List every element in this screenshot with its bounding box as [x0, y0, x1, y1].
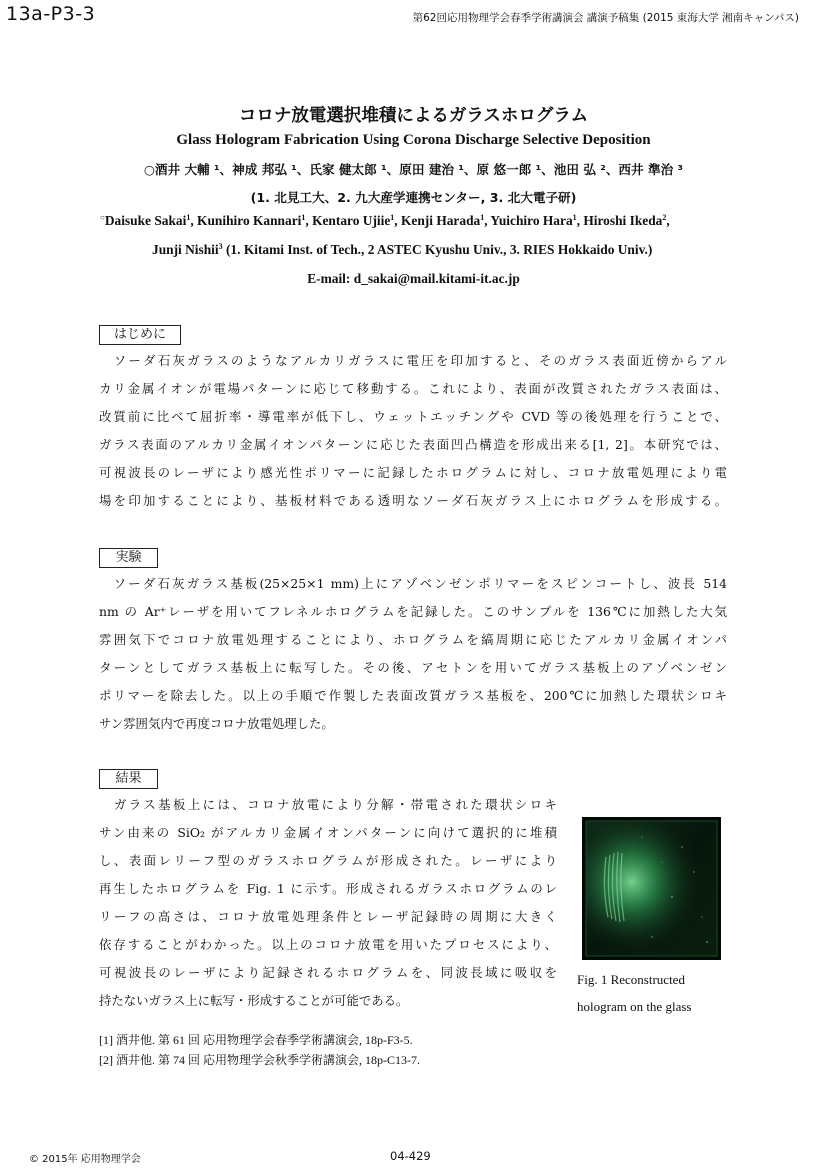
paragraph-line: ソーダ石灰ガラス基板(25×25×1 mm)上にアゾベンゼンポリマーをスピンコートし、波長 514 — [99, 576, 727, 591]
author-name: Kunihiro Kannari — [197, 213, 302, 228]
author-affiliation: 2 — [662, 213, 667, 222]
presenter-mark: ○ — [100, 213, 105, 222]
paragraph-line: ソーダ石灰ガラスのようなアルカリガラスに電圧を印加すると、そのガラス表面近傍からアル — [99, 353, 727, 368]
section-heading-results: 結果 — [99, 769, 158, 789]
copyright: © 2015年 応用物理学会 — [29, 1154, 141, 1165]
paragraph-line: サン由来の SiO₂ がアルカリ金属イオンパターンに向けて選択的に堆積 — [99, 825, 557, 840]
references — [99, 1030, 420, 1070]
paragraph-line: 持たないガラス上に転写・形成することが可能である。 — [99, 993, 409, 1008]
title-english: Glass Hologram Fabrication Using Corona Discharge Selective Deposition — [176, 132, 651, 148]
page-number: 04-429 — [390, 1149, 431, 1163]
caption-line: Fig. 1 Reconstructed — [577, 972, 685, 987]
conference-header: 第62回応用物理学会春季学術講演会 講演予稿集 (2015 東海大学 湘南キャンパス) — [412, 12, 799, 24]
affiliations-english: (1. Kitami Inst. of Tech., 2 ASTEC Kyushu Univ., 3. RIES Hokkaido Univ.) — [225, 242, 653, 257]
paragraph-line: ターンとしてガラス基板上に転写した。その後、アセトンを用いてガラス基板上のアゾベンゼン — [99, 660, 727, 675]
paragraph-line: 再生したホログラムを Fig. 1 に示す。形成されるガラスホログラムのレ — [99, 881, 557, 896]
paragraph-line: ガラス基板上には、コロナ放電により分解・帯電された環状シロキ — [99, 797, 557, 812]
reference-item: [2] 酒井他. 第 74 回 応用物理学会秋季学術講演会, 18p-C13-7. — [99, 1053, 420, 1067]
paragraph-line: 依存することがわかった。以上のコロナ放電を用いたプロセスにより、 — [99, 937, 557, 952]
paragraph-line: ガラス表面のアルカリ金属イオンパターンに応じた表面凹凸構造を形成出来る[1, 2]。本研究では、 — [99, 437, 727, 452]
author-name: Junji Nishii — [152, 242, 219, 257]
paragraph-line: カリ金属イオンが電場パターンに応じて移動する。これにより、表面が改質されたガラス表面は、 — [99, 381, 727, 396]
affiliations-japanese: (1. 北見工大、2. 九大産学連携センター, 3. 北大電子研) — [250, 190, 577, 205]
author-affiliation: 1 — [186, 213, 191, 222]
paragraph-line: 雰囲気下でコロナ放電処理することにより、ホログラムを縞周期に応じたアルカリ金属イオンパ — [99, 632, 727, 647]
experiment-paragraph — [99, 570, 727, 738]
author-name: Kentaro Ujiie — [312, 213, 391, 228]
reference-item: [1] 酒井他. 第 61 回 応用物理学会春季学術講演会, 18p-F3-5. — [99, 1033, 413, 1047]
results-paragraph — [99, 791, 557, 1015]
figure-caption — [577, 966, 691, 1020]
authors-english-line2 — [152, 242, 652, 258]
paragraph-line: 場を印加することにより、基板材料である透明なソーダ石灰ガラス上にホログラムを形成する。 — [99, 493, 727, 508]
author-name: Daisuke Sakai — [104, 213, 187, 228]
author-affiliation: 1 — [572, 213, 577, 222]
paragraph-line: サン雰囲気内で再度コロナ放電処理した。 — [99, 716, 334, 731]
paragraph-line: 改質前に比べて屈折率・導電率が低下し、ウェットエッチングや CVD 等の後処理を行うことで、 — [99, 409, 727, 424]
section-heading-experiment: 実験 — [99, 548, 158, 568]
paragraph-line: し、表面レリーフ型のガラスホログラムが形成された。レーザにより — [99, 853, 557, 868]
section-heading-intro: はじめに — [99, 325, 181, 345]
caption-line: hologram on the glass — [577, 999, 692, 1014]
paragraph-line: ポリマーを除去した。以上の手順で作製した表面改質ガラス基板を、200℃に加熱した環状シロキ — [99, 688, 727, 703]
author-affiliation: 1 — [301, 213, 306, 222]
author-name: Yuichiro Hara — [490, 213, 573, 228]
paragraph-line: nm の Ar⁺レーザを用いてフレネルホログラムを記録した。このサンプルを 136℃に加熱した大気 — [99, 604, 727, 619]
authors-japanese: ○酒井 大輔 ¹、神成 邦弘 ¹、氏家 健太郎 ¹、原田 建治 ¹、原 悠一郎 ¹、池田 弘 ²、西井 準治 ³ — [143, 162, 684, 177]
author-affiliation: 1 — [480, 213, 485, 222]
author-name: Kenji Harada — [400, 213, 481, 228]
intro-paragraph — [99, 347, 727, 515]
contact-email: E-mail: d_sakai@mail.kitami-it.ac.jp — [307, 271, 520, 286]
session-code: 13a-P3-3 — [6, 3, 96, 25]
paragraph-line: リーフの高さは、コロナ放電処理条件とレーザ記録時の周期に大きく — [99, 909, 557, 924]
authors-english-line1: ○Daisuke Sakai$^1$, Kunihiro Kannari$^1$, Kentaro Ujiie$^1$, Kenji Harada$^1$, Yuichiro Hara$^1$, Hiroshi Ikeda$^2$, — [100, 213, 670, 228]
author-name: Hiroshi Ikeda — [583, 213, 663, 228]
author-affiliation: 3 — [218, 242, 223, 251]
paragraph-line: 可視波長のレーザにより記録されるホログラムを、同波長域に吸収を — [99, 965, 557, 980]
title-japanese: コロナ放電選択堆積によるガラスホログラム — [238, 106, 589, 126]
hologram-photo — [582, 817, 721, 960]
author-affiliation: 1 — [390, 213, 395, 222]
paragraph-line: 可視波長のレーザにより感光性ポリマーに記録したホログラムに対し、コロナ放電処理により電 — [99, 465, 727, 480]
